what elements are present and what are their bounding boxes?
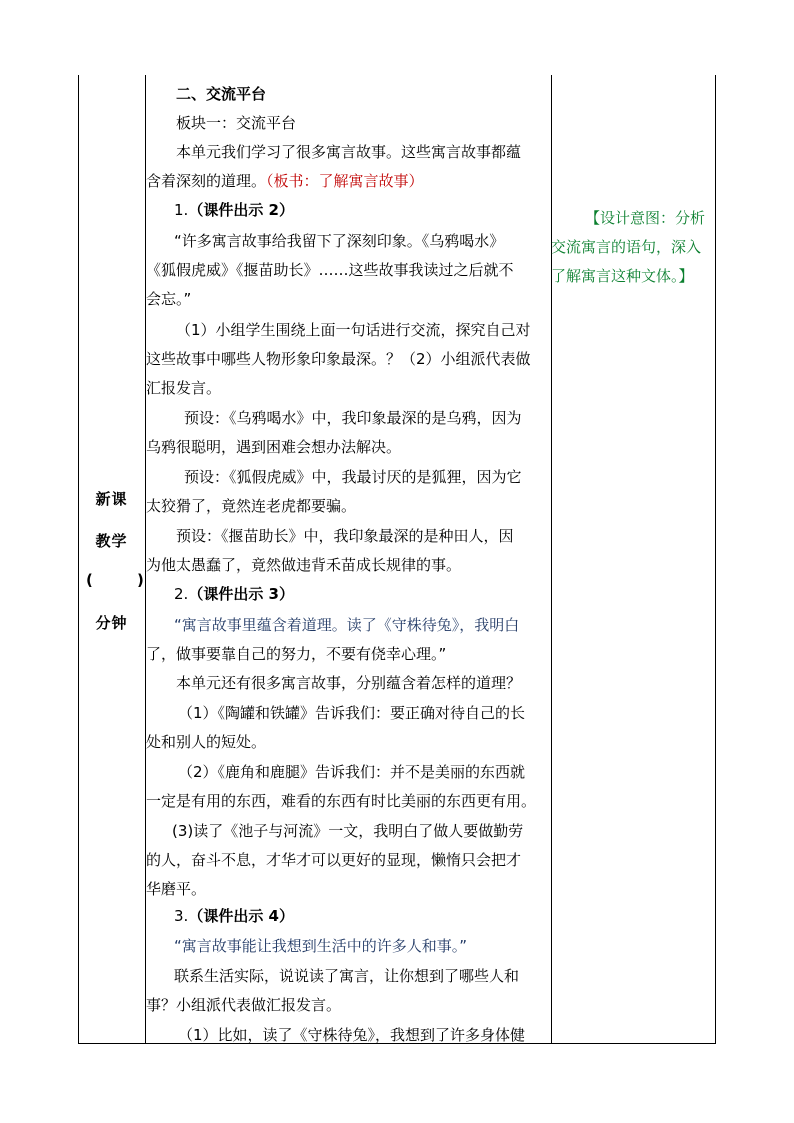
- quote-line: “寓言故事里蕴含着道理。读了《守株待兔》，我明白: [174, 616, 520, 634]
- paren-close: ): [137, 571, 144, 589]
- section-label-column: [78, 75, 145, 1043]
- paragraph-line: 预设：《揠苗助长》中，我印象最深的是种田人，因: [176, 527, 514, 545]
- paragraph-line: 预设：《狐假虎威》中，我最讨厌的是狐狸，因为它: [184, 468, 522, 486]
- paragraph-line: 本单元还有很多寓言故事，分别蕴含着怎样的道理？: [176, 674, 522, 692]
- paragraph-line: 事？小组派代表做汇报发言。: [146, 996, 342, 1014]
- item-number: 2.: [174, 585, 189, 603]
- text-segment: 含着深刻的道理。: [146, 172, 267, 190]
- paragraph-line: 一定是有用的东西，难看的东西有时比美丽的东西更有用。: [146, 792, 537, 810]
- label-xinke: 新课: [95, 490, 128, 508]
- paragraph-line: （2）《鹿角和鹿腿》告诉我们：并不是美丽的东西就: [178, 763, 526, 781]
- paragraph-line: 华磨平。: [146, 880, 207, 898]
- paragraph-line: 了，做事要靠自己的努力，不要有侥幸心理。”: [146, 645, 447, 663]
- table-border-bottom: [78, 1043, 716, 1044]
- courseware-label: （课件出示 2）: [188, 201, 294, 219]
- courseware-label: （课件出示 3）: [188, 585, 294, 603]
- paragraph-line: （1）小组学生围绕上面一句话进行交流，探究自己对: [176, 321, 531, 339]
- quote-line: “寓言故事能让我想到生活中的许多人和事。”: [174, 937, 468, 955]
- paragraph-line: “许多寓言故事给我留下了深刻印象。《乌鸦喝水》: [174, 232, 505, 250]
- board-note: （板书：了解寓言故事）: [266, 172, 424, 190]
- label-fenzhong: 分钟: [95, 614, 128, 632]
- item-heading-1: [174, 195, 551, 225]
- paragraph-line: 为他太愚蠢了，竟然做违背禾苗成长规律的事。: [146, 556, 462, 574]
- paragraph-line: （1）《陶罐和铁罐》告诉我们：要正确对待自己的长: [178, 704, 526, 722]
- item-heading-3: [174, 901, 551, 931]
- block-title: 板块一：交流平台: [176, 114, 297, 132]
- section-heading: 二、交流平台: [176, 85, 267, 103]
- paragraph-line: 《狐假虎威》《揠苗助长》……这些故事我读过之后就不: [146, 261, 514, 279]
- paragraph-line: [146, 166, 551, 196]
- item-heading-2: [174, 579, 551, 609]
- design-note-line: 了解寓言这种文体。】: [551, 267, 694, 285]
- paragraph-line: （1）比如，读了《守株待兔》，我想到了许多身体健: [178, 1026, 526, 1043]
- label-jiaoxue: 教学: [95, 532, 128, 550]
- paragraph-line: 预设：《乌鸦喝水》中，我印象最深的是乌鸦，因为: [184, 409, 522, 427]
- item-number: 3.: [174, 907, 189, 925]
- paragraph-line: 本单元我们学习了很多寓言故事。这些寓言故事都蕴: [176, 143, 522, 161]
- paragraph-line: 的人，奋斗不息，才华才可以更好的显现，懒惰只会把才: [146, 851, 522, 869]
- paragraph-line: 联系生活实际，说说读了寓言，让你想到了哪些人和: [174, 967, 520, 985]
- courseware-label: （课件出示 4）: [188, 907, 294, 925]
- design-note-line: 交流寓言的语句，深入: [551, 238, 702, 256]
- paren-open: (: [86, 571, 93, 589]
- design-note-line: 【设计意图：分析: [585, 209, 706, 227]
- design-note-column: [551, 75, 715, 1043]
- paragraph-line: 处和别人的短处。: [146, 733, 267, 751]
- item-number: 1.: [174, 201, 189, 219]
- paragraph-line: 会忘。”: [146, 290, 192, 308]
- paragraph-line: 这些故事中哪些人物形象印象最深。？（2）小组派代表做: [146, 350, 531, 368]
- paragraph-line: 乌鸦很聪明，遇到困难会想办法解决。: [146, 438, 402, 456]
- paragraph-line: 汇报发言。: [146, 379, 222, 397]
- paragraph-line: (3)读了《池子与河流》一文，我明白了做人要做勤劳: [172, 822, 524, 840]
- lesson-content: [146, 75, 551, 1043]
- paragraph-line: 太狡猾了，竟然连老虎都要骗。: [146, 497, 357, 515]
